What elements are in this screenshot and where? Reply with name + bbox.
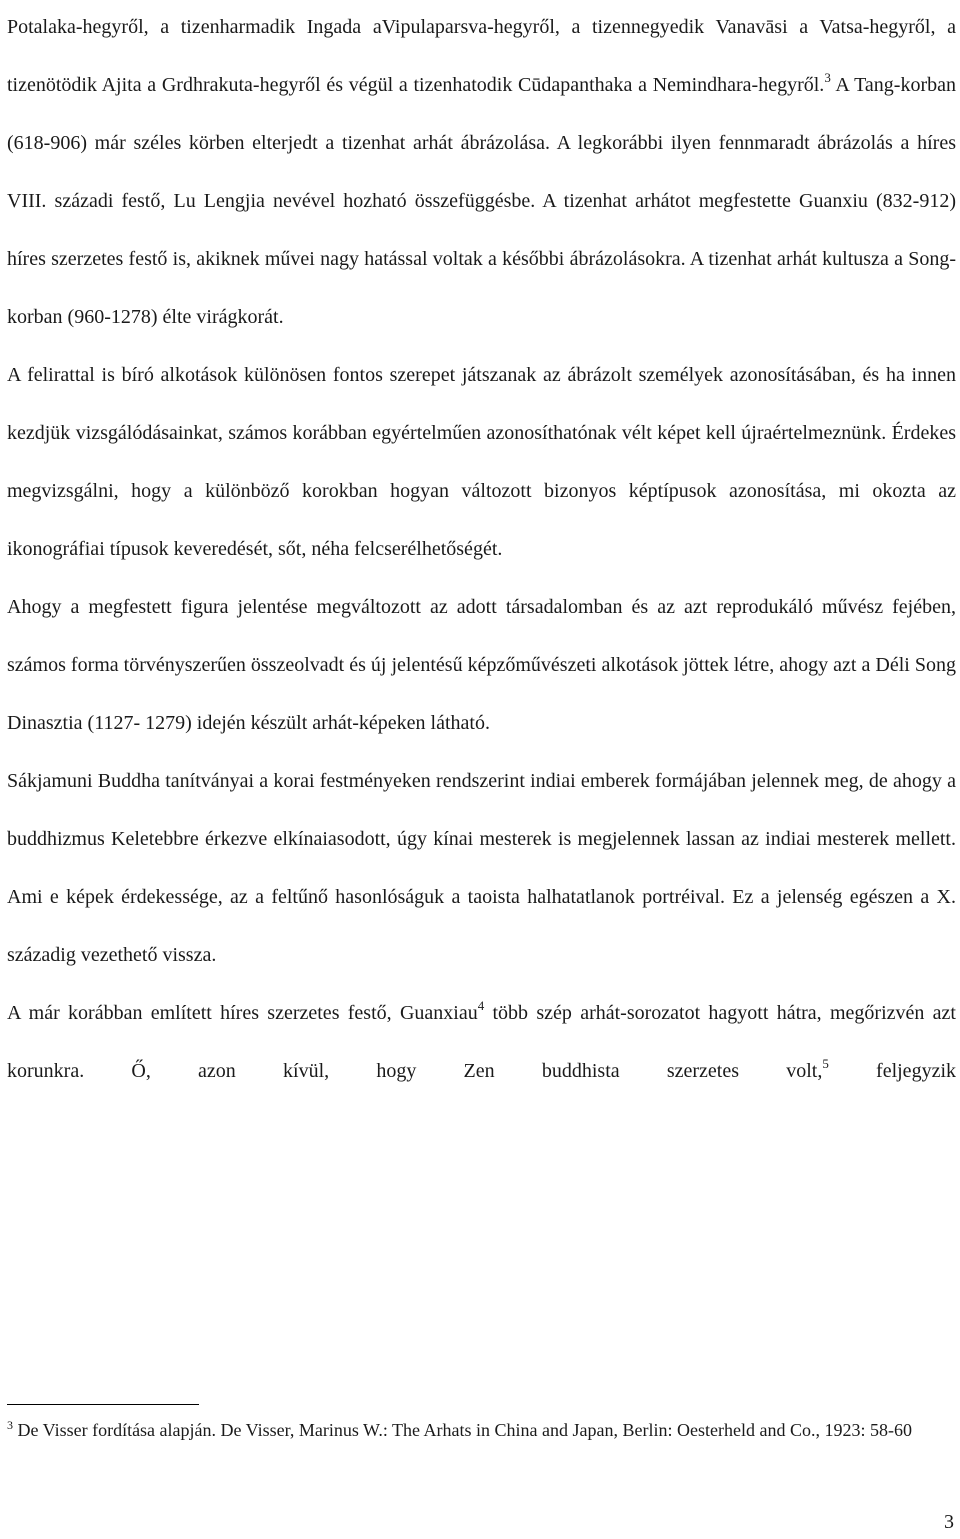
paragraph-3: Ahogy a megfestett figura jelentése megváltozott az adott társadalomban és az azt reprodukáló művész fejében, számos forma törvényszerűen összeolvadt és új jelentésű képzőművészeti alkotások jöttek létre, ahogy azt a Déli Song Dinasztia (1127- 1279) idején készült arhát-képeken látható.	[7, 596, 956, 734]
paragraph-5-text-end: feljegyzik	[828, 1060, 956, 1082]
footnote-ref-3[interactable]: 3	[824, 70, 831, 85]
footnote-text: De Visser fordítása alapján. De Visser, Marinus W.: The Arhats in China and Japan, Berlin: Oesterheld and Co., 1923: 58-60	[13, 1420, 912, 1440]
paragraph-5	[7, 984, 956, 1100]
paragraph-1-text-cont: A Tang-korban (618-906) már széles körben elterjedt a tizenhat arhát ábrázolása. A legkorábbi ilyen fennmaradt ábrázolás a híres VIII. századi festő, Lu Lengjia nevével hozható összefüggésbe. A tizenhat arhátot megfestette Guanxiu (832-912) híres szerzetes festő is, akiknek művei nagy hatással voltak a későbbi ábrázolásokra. A tizenhat arhát kultusza a Song-korban (960-1278) élte virágkorát.	[7, 74, 956, 328]
footnotes	[7, 1418, 937, 1443]
footnote-ref-4[interactable]: 4	[477, 998, 485, 1013]
footnote-3	[7, 1418, 937, 1443]
paragraph-5-text-cont: több szép arhát-sorozatot hagyott hátra, megőrizvén azt korunkra. Ő, azon kívül, hogy Zen buddhista szerzetes volt,	[7, 1002, 956, 1082]
paragraph-1-text: Potalaka-hegyről, a tizenharmadik Ingada aVipulaparsva-hegyről, a tizennegyedik Vanavāsi a Vatsa-hegyről, a tizenötödik Ajita a Grdhrakuta-hegyről és végül a tizenhatodik Cūdapanthaka a Nemindhara-hegyről.	[7, 16, 956, 96]
footnote-number: 3	[7, 1418, 13, 1432]
paragraph-2: A felirattal is bíró alkotások különösen fontos szerepet játszanak az ábrázolt személyek azonosításában, és ha innen kezdjük vizsgálódásainkat, számos korábban egyértelműen azonosíthatónak vélt képet kell újraértelmeznünk. Érdekes megvizsgálni, hogy a különböző korokban hogyan változott bizonyos képtípusok azonosítása, mi okozta az ikonográfiai típusok keveredését, sőt, néha felcserélhetőségét.	[7, 364, 956, 560]
footnote-separator	[7, 1404, 199, 1405]
footnote-ref-5[interactable]: 5	[822, 1056, 829, 1071]
body-text	[7, 0, 956, 1100]
paragraph-4: Sákjamuni Buddha tanítványai a korai festményeken rendszerint indiai emberek formájában jelennek meg, de ahogy a buddhizmus Keletebbre érkezve elkínaiasodott, úgy kínai mesterek is megjelennek lassan az indiai mesterek mellett. Ami e képek érdekessége, az a feltűnő hasonlóságuk a taoista halhatatlanok portréival. Ez a jelenség egészen a X. századig vezethető vissza.	[7, 770, 956, 966]
page-number: 3	[944, 1511, 954, 1533]
paragraph-5-text: A már korábban említett híres szerzetes festő, Guanxiau	[7, 1002, 478, 1024]
paragraph-1	[7, 0, 956, 346]
page-body	[7, 0, 956, 1100]
